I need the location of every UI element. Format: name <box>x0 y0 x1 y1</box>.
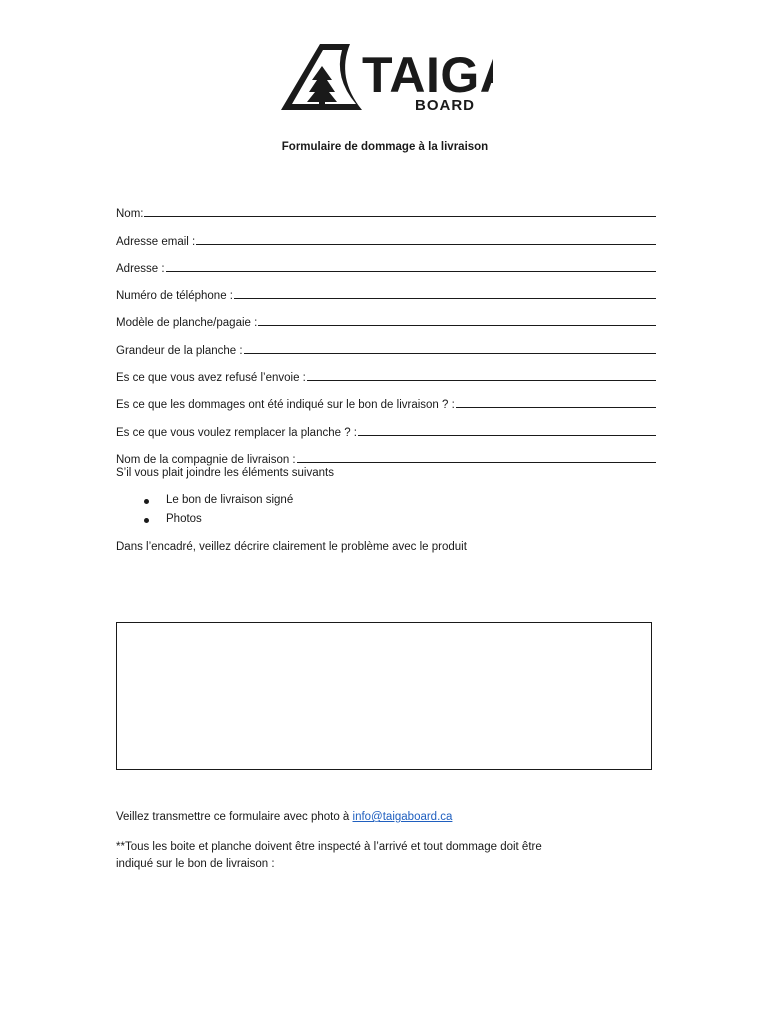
pine-tree-icon <box>307 66 337 108</box>
list-item <box>116 494 293 513</box>
describe-prompt: Dans l’encadré, veillez décrire clairement le problème avec le produit <box>116 541 467 553</box>
attachments-list <box>116 494 293 532</box>
email-link[interactable]: info@taigaboard.ca <box>352 811 453 823</box>
field-label: Es ce que vous voulez remplacer la planche ? : <box>116 426 357 439</box>
board-model-field[interactable] <box>116 302 656 329</box>
field-label: Adresse : <box>116 262 165 275</box>
logo-brand-text: TAIG <box>362 47 480 103</box>
damage-noted-field[interactable] <box>116 384 656 411</box>
fill-line[interactable] <box>456 407 656 408</box>
board-size-field[interactable] <box>116 329 656 356</box>
list-item <box>116 513 293 532</box>
field-label: Nom: <box>116 208 144 221</box>
fill-line[interactable] <box>196 244 656 245</box>
note-line: indiqué sur le bon de livraison : <box>116 858 275 870</box>
note-line: **Tous les boite et planche doivent être inspecté à l’arrivé et tout dommage doit être <box>116 841 542 853</box>
fill-line[interactable] <box>297 462 656 463</box>
field-label: Numéro de téléphone : <box>116 290 233 303</box>
fill-line[interactable] <box>234 298 656 299</box>
name-field[interactable] <box>116 193 656 220</box>
taiga-logo-graphic <box>278 40 493 114</box>
form-fields <box>116 193 656 466</box>
fill-line[interactable] <box>244 353 656 354</box>
fill-line[interactable] <box>166 271 656 272</box>
field-label: Es ce que vous avez refusé l’envoie : <box>116 372 306 385</box>
list-item-label: Le bon de livraison signé <box>166 494 294 506</box>
send-instruction <box>116 811 452 823</box>
field-label: Es ce que les dommages ont été indiqué sur le bon de livraison ? : <box>116 399 455 412</box>
field-label: Grandeur de la planche : <box>116 344 243 357</box>
bullet-icon <box>144 518 149 523</box>
inspection-note <box>116 839 542 873</box>
problem-description-box[interactable] <box>116 622 652 770</box>
field-label: Nom de la compagnie de livraison : <box>116 453 296 466</box>
fill-line[interactable] <box>358 435 656 436</box>
list-item-label: Photos <box>166 513 202 525</box>
taiga-board-logo <box>278 40 493 114</box>
refused-shipment-field[interactable] <box>116 357 656 384</box>
email-field[interactable] <box>116 220 656 247</box>
address-field[interactable] <box>116 248 656 275</box>
phone-field[interactable] <box>116 275 656 302</box>
replace-board-field[interactable] <box>116 411 656 438</box>
send-text: Veillez transmettre ce formulaire avec photo à <box>116 811 353 823</box>
field-label: Modèle de planche/pagaie : <box>116 317 258 330</box>
form-title: Formulaire de dommage à la livraison <box>281 141 489 153</box>
bullet-icon <box>144 499 149 504</box>
carrier-name-field[interactable] <box>116 439 656 466</box>
fill-line[interactable] <box>258 325 656 326</box>
fill-line[interactable] <box>144 216 656 217</box>
attach-intro: S’il vous plait joindre les éléments suivants <box>116 467 334 479</box>
logo-sub-text: BOARD <box>415 97 475 114</box>
field-label: Adresse email : <box>116 235 196 248</box>
fill-line[interactable] <box>307 380 656 381</box>
